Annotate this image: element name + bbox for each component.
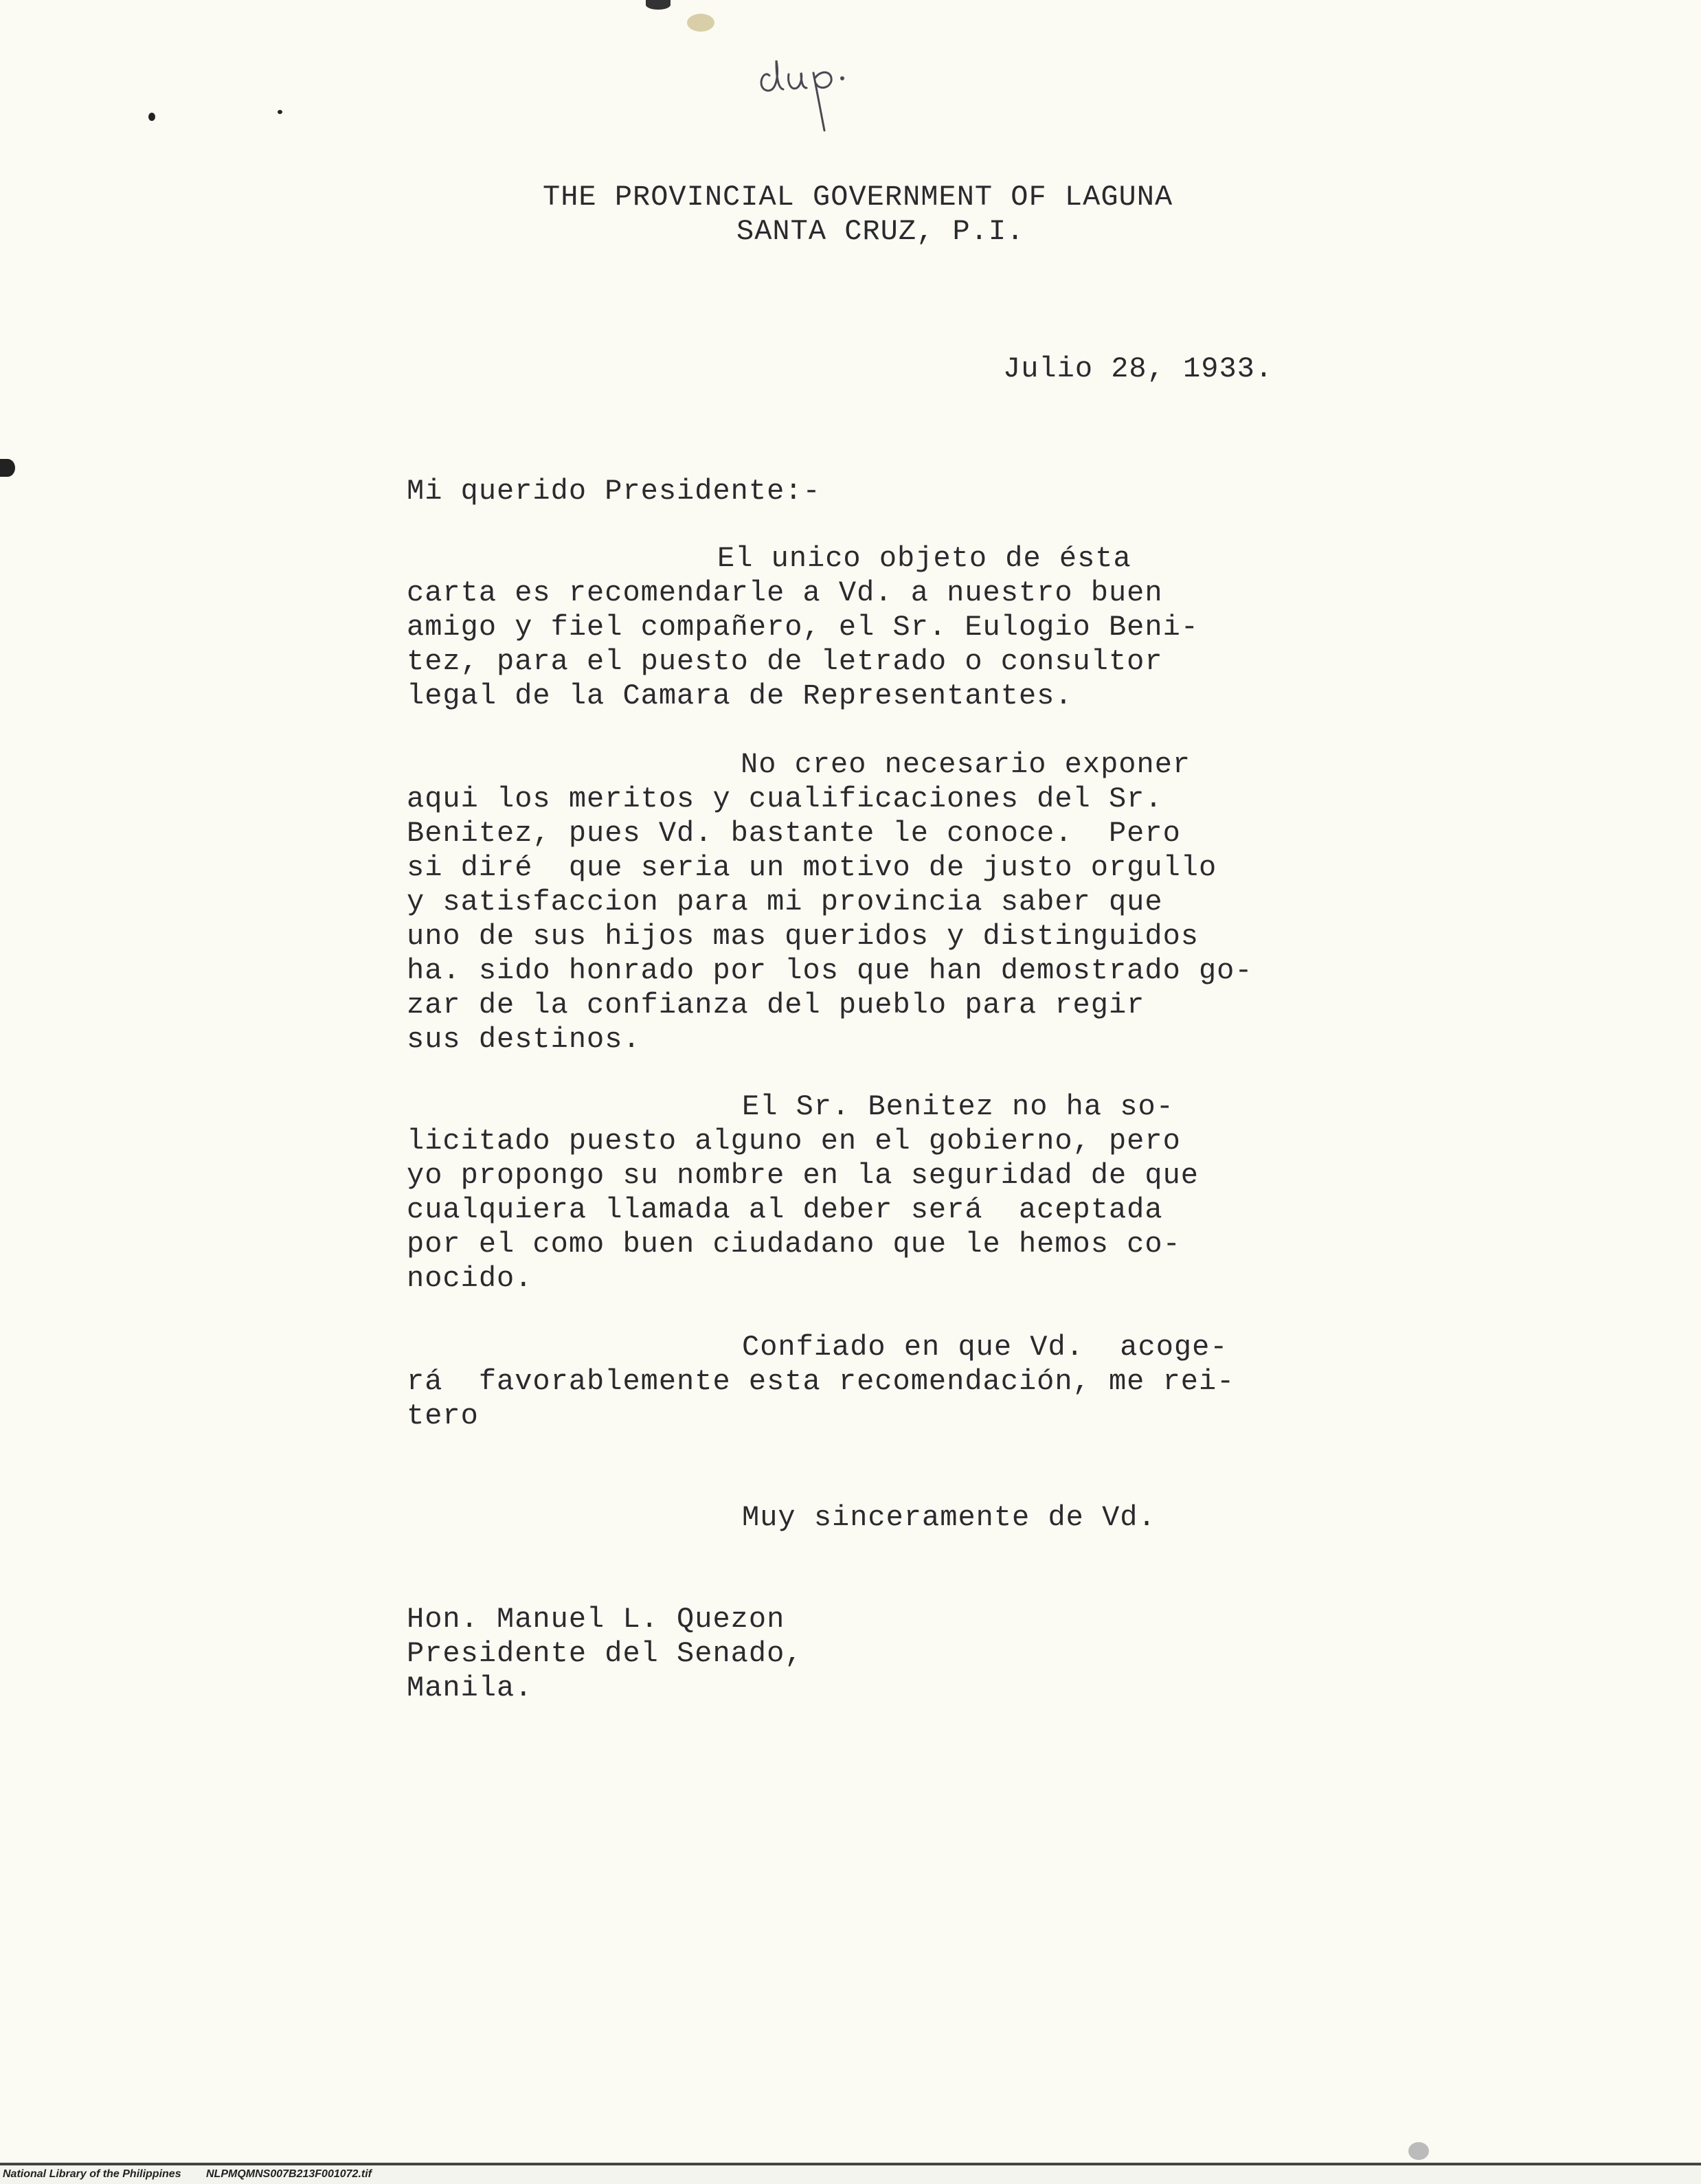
paragraph-4-line: Confiado en que Vd. acoge- xyxy=(742,1331,1228,1364)
paragraph-2-line: sus destinos. xyxy=(407,1023,641,1056)
paragraph-1-line: legal de la Camara de Representantes. xyxy=(407,679,1073,712)
salutation: Mi querido Presidente:- xyxy=(407,475,821,508)
dust-speck xyxy=(687,14,714,32)
paragraph-3-line: El Sr. Benitez no ha so- xyxy=(742,1090,1174,1123)
paragraph-3-line: cualquiera llamada al deber será aceptada xyxy=(407,1193,1163,1226)
paragraph-2-line: uno de sus hijos mas queridos y distinguidos xyxy=(407,920,1199,953)
paragraph-2-line: y satisfaccion para mi provincia saber que xyxy=(407,886,1163,919)
paragraph-1-line: El unico objeto de ésta xyxy=(717,542,1131,575)
dust-speck xyxy=(1408,2142,1429,2160)
dust-speck xyxy=(148,113,155,121)
paragraph-1-line: carta es recomendarle a Vd. a nuestro buen xyxy=(407,576,1163,609)
paragraph-2-line: zar de la confianza del pueblo para regir xyxy=(407,989,1145,1022)
paragraph-2-line: aqui los meritos y cualificaciones del Sr. xyxy=(407,783,1163,815)
paragraph-4-line: tero xyxy=(407,1399,479,1432)
letterhead-line-1: THE PROVINCIAL GOVERNMENT OF LAGUNA xyxy=(543,181,1173,214)
paragraph-2-line: Benitez, pues Vd. bastante le conoce. Pero xyxy=(407,817,1181,850)
paragraph-3-line: por el como buen ciudadano que le hemos co- xyxy=(407,1228,1181,1261)
paragraph-2-line: ha. sido honrado por los que han demostrado go- xyxy=(407,954,1253,987)
closing: Muy sinceramente de Vd. xyxy=(742,1501,1156,1534)
paragraph-4-line: rá favorablemente esta recomendación, me rei- xyxy=(407,1365,1235,1398)
paragraph-1-line: amigo y fiel compañero, el Sr. Eulogio Beni- xyxy=(407,611,1199,644)
handwritten-dup-note xyxy=(756,48,893,137)
paragraph-2-line: si diré que seria un motivo de justo orgullo xyxy=(407,851,1217,884)
letter-date: Julio 28, 1933. xyxy=(1003,352,1274,385)
addressee-line-3: Manila. xyxy=(407,1671,533,1704)
paragraph-3-line: yo propongo su nombre en la seguridad de que xyxy=(407,1159,1199,1192)
footer-library-name: National Library of the Philippines xyxy=(3,2168,181,2180)
letterhead-line-2: SANTA CRUZ, P.I. xyxy=(736,215,1025,248)
addressee-line-1: Hon. Manuel L. Quezon xyxy=(407,1603,785,1636)
dust-speck xyxy=(646,0,671,10)
dust-speck xyxy=(278,110,282,114)
paragraph-1-line: tez, para el puesto de letrado o consultor xyxy=(407,645,1163,678)
footer-file-id: NLPMQMNS007B213F001072.tif xyxy=(206,2168,372,2180)
paragraph-3-line: licitado puesto alguno en el gobierno, pero xyxy=(407,1125,1181,1158)
dust-speck xyxy=(0,459,15,477)
addressee-line-2: Presidente del Senado, xyxy=(407,1637,803,1670)
paragraph-3-line: nocido. xyxy=(407,1262,533,1295)
paragraph-2-line: No creo necesario exponer xyxy=(741,748,1191,781)
